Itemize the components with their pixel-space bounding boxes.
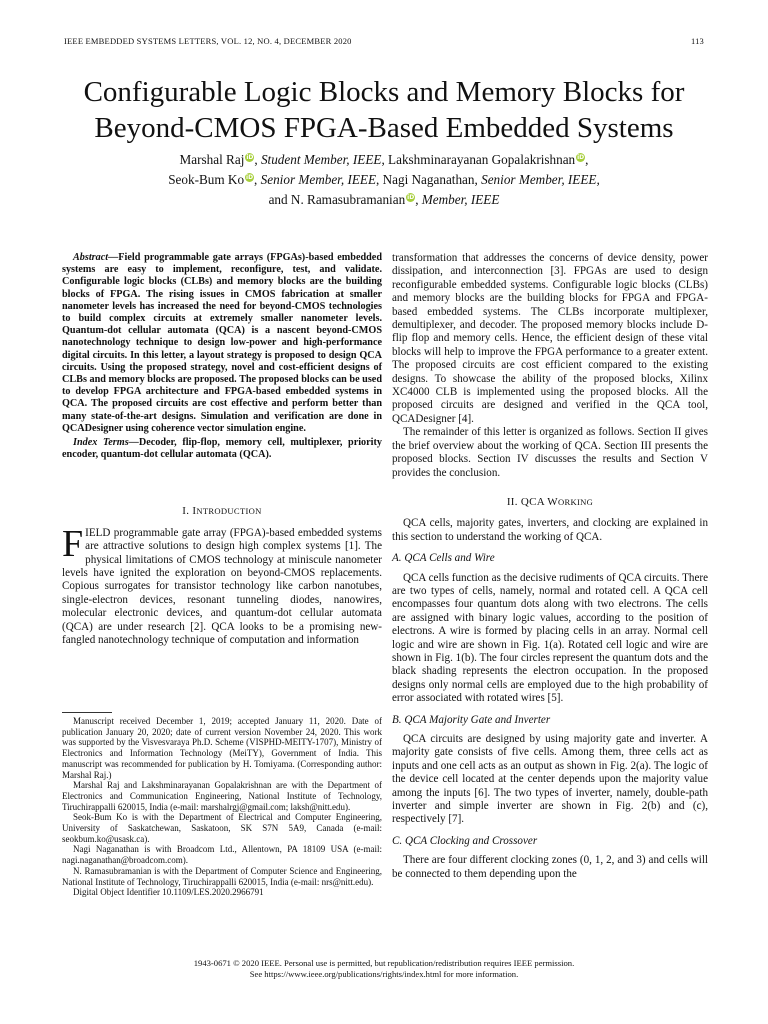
author-role: Senior Member, IEEE <box>260 172 376 187</box>
copyright-notice <box>0 958 768 980</box>
abstract-text: Field programmable gate arrays (FPGAs)-based embedded systems are easy to implement, reconfigure, test, and validate. Configurable logic blocks (CLBs) and memory blocks are the building blocks of FPGA. The rising issues in CMOS fabrication at smaller nanometer levels has increased the need for beyond-CMOS technologies to build complex circuits at extremely smaller nanometer levels. Quantum-dot cellular automata (QCA) is a nascent beyond-CMOS nanotechnology technique to design low-power and high-performance digital circuits. In this letter, a layout strategy is proposed to design QCA circuits. Using the proposed strategy, novel and cost-efficient designs of CLBs and memory blocks are proposed. The proposed blocks can be used to develop FPGA architecture and FPGA-based embedded systems in QCA. The proposed circuits are cost effective and perform better than many state-of-the-art designs. Simulation and verification are done in QCADesigner using coherence vector simulation engine. <box>62 252 382 434</box>
paragraph: QCA circuits are designed by using majority gate and inverter. A majority gate consists of five cells. Among them, three cells act as inputs and one cell acts as an output as shown in Fig. 2(a). The logic of the device cell located at the center depends upon the majority value among the inputs [6]. The two types of inverter, namely, double-path inverter and simple inverter are shown in Fig. 2(b) and (c), respectively [7]. <box>392 733 708 826</box>
paragraph: QCA cells, majority gates, inverters, and clocking are explained in this section to understand the working of QCA. <box>392 517 708 543</box>
author-name: Nagi Naganathan <box>382 172 475 187</box>
subsection-heading: A. QCA Cells and Wire <box>392 552 495 565</box>
drop-cap: F <box>62 522 84 565</box>
author-name: and N. Ramasubramanian <box>268 192 406 207</box>
footnote-affiliation: N. Ramasubramanian is with the Department of Computer Science and Engineering, National Institute of Technology, Tiruchirappalli 620015, India (e-mail: nrs@nitt.edu). <box>62 865 382 887</box>
rights-link: See https://www.ieee.org/publications/rights/index.html for more information. <box>249 969 519 979</box>
index-terms-label: Index Terms— <box>73 437 139 449</box>
footnote-affiliation: Seok-Bum Ko is with the Department of Electrical and Computer Engineering, University of Saskatchewan, Saskatoon, SK S7N 5A9, Canada (e-mail: seokbum.ko@usask.ca). <box>62 812 382 844</box>
paper-title <box>40 74 728 146</box>
author-name: Marshal Raj <box>179 152 245 167</box>
footnotes <box>62 716 382 898</box>
orcid-icon[interactable]: iD <box>246 174 254 181</box>
author-role: Member, IEEE <box>421 192 500 207</box>
journal-name: IEEE EMBEDDED SYSTEMS LETTERS, VOL. 12, NO. 4, DECEMBER 2020 <box>64 36 352 46</box>
index-terms-text: Decoder, flip-flop, memory cell, multiplexer, priority encoder, quantum-dot cellular automata (QCA). <box>62 437 382 461</box>
author-block: Marshal Raj iD, Student Member, IEEE, Lakshminarayanan Gopalakrishnan iD, Seok-Bum Ko iD, Senior Member, IEEE, Nagi Naganathan, Senior Member, IEEE, and N. Ramasubramanian iD, Member, IEEE <box>168 152 600 207</box>
author-name: Lakshminarayanan Gopalakrishnan <box>388 152 576 167</box>
footnote-affiliation: Nagi Naganathan is with Broadcom Ltd., Allentown, PA 18109 USA (e-mail: nagi.naganathan@broadcom.com). <box>62 844 382 866</box>
copyright-line: 1943-0671 © 2020 IEEE. Personal use is permitted, but republication/redistribution requires IEEE permission. <box>193 958 575 968</box>
abstract <box>62 252 382 435</box>
introduction-paragraph: FIELD programmable gate array (FPGA)-based embedded systems are attractive solutions to design high complex systems [1]. The physical limitations of CMOS technology at miniscule nanometer levels have ignited the exploration on beyond-CMOS replacements. Copious surrogates for transistor technology like carbon nanotubes, single-electron devices, resonant tunneling diodes, nanowires, molecular electronic devices, and quantum-dot cellular automata (QCA) are under research [2]. QCA looks to be a promising new-fangled nanotechnology technique of computation and information <box>62 522 382 647</box>
title-line-2: Beyond-CMOS FPGA-Based Embedded Systems <box>94 112 674 144</box>
left-column <box>62 252 382 648</box>
orcid-icon[interactable]: iD <box>577 154 585 161</box>
section-heading-qca-working: II. QCA WORKING <box>506 495 594 508</box>
orcid-icon[interactable]: iD <box>407 194 415 201</box>
paragraph: The remainder of this letter is organized as follows. Section II gives the brief overview about the working of QCA. Section III presents the proposed blocks. Section IV discusses the results and Section V provides the conclusion. <box>392 426 708 479</box>
subsection-heading: C. QCA Clocking and Crossover <box>392 834 538 847</box>
footnote-divider <box>62 712 112 713</box>
running-head <box>64 36 704 46</box>
orcid-icon[interactable]: iD <box>246 154 254 161</box>
section-heading-introduction: I. INTRODUCTION <box>182 505 262 518</box>
right-column <box>392 252 708 881</box>
paragraph: There are four different clocking zones (0, 1, 2, and 3) and cells will be connected to them depending upon the <box>392 854 708 880</box>
author-name: Seok-Bum Ko <box>168 172 245 187</box>
author-role: Senior Member, IEEE, <box>481 172 600 187</box>
paragraph: QCA cells function as the decisive rudiments of QCA circuits. There are two types of cells, namely, normal and rotated cell. A QCA cell encompasses four quantum dots along with two electrons. The cells are assigned with binary logic values, according to the position of electrons. A wire is formed by placing cells in an array. Normal cell logic and wire are shown in Fig. 1(a). Rotated cell logic and wire are shown in Fig. 1(b). The four circles represent the quantum dots and the black shading represents the electron occupation. In the proposed designs only normal cells are employed due to the high probability of error associated with rotated wires [5]. <box>392 571 708 705</box>
title-line-1: Configurable Logic Blocks and Memory Blocks for <box>83 76 685 108</box>
author-role: Student Member, IEEE <box>260 152 382 167</box>
page-number: 113 <box>690 36 704 46</box>
doi: Digital Object Identifier 10.1109/LES.2020.2966791 <box>73 887 264 898</box>
abstract-label: Abstract— <box>73 252 119 263</box>
subsection-heading: B. QCA Majority Gate and Inverter <box>392 713 551 726</box>
paragraph: transformation that addresses the concerns of device density, power dissipation, and interconnection [3]. FPGAs are used to design reconfigurable embedded systems. Configurable logic blocks (CLBs) and memory blocks are the building blocks for FPGA and FPGA-based embedded systems. The CLBs incorporate multiplexer, demultiplexer, and decoder. The proposed memory blocks include D-flip flop and memory cells. Hence, the efficient design of these vital blocks will help to improve the FPGA performance to a greater extent. The proposed circuits are cost efficient compared to the existing designs. To showcase the ability of the proposed blocks, Xilinx XC4000 CLB is implemented using the proposed blocks. All the proposed circuits are designed and verified in the QCA tool, QCADesigner [4]. <box>392 252 708 425</box>
index-terms <box>62 437 382 461</box>
footnote-affiliation: Marshal Raj and Lakshminarayanan Gopalakrishnan are with the Department of Electronics and Communication Engineering, National Institute of Technology, Tiruchirappalli 620015, India (e-mail: marshalrgj@gmail.com; laksh@nitt.edu). <box>62 780 382 812</box>
footnote-manuscript: Manuscript received December 1, 2019; accepted January 11, 2020. Date of publication January 20, 2020; date of current version November 24, 2020. This work was supported by the Visvesvaraya Ph.D. Scheme (VISPHD-MEITY-1707), Ministry of Electronics and Information Technology (MeiTY), Government of India. This manuscript was recommended for publication by H. Tomiyama. (Corresponding author: Marshal Raj.) <box>62 716 382 780</box>
